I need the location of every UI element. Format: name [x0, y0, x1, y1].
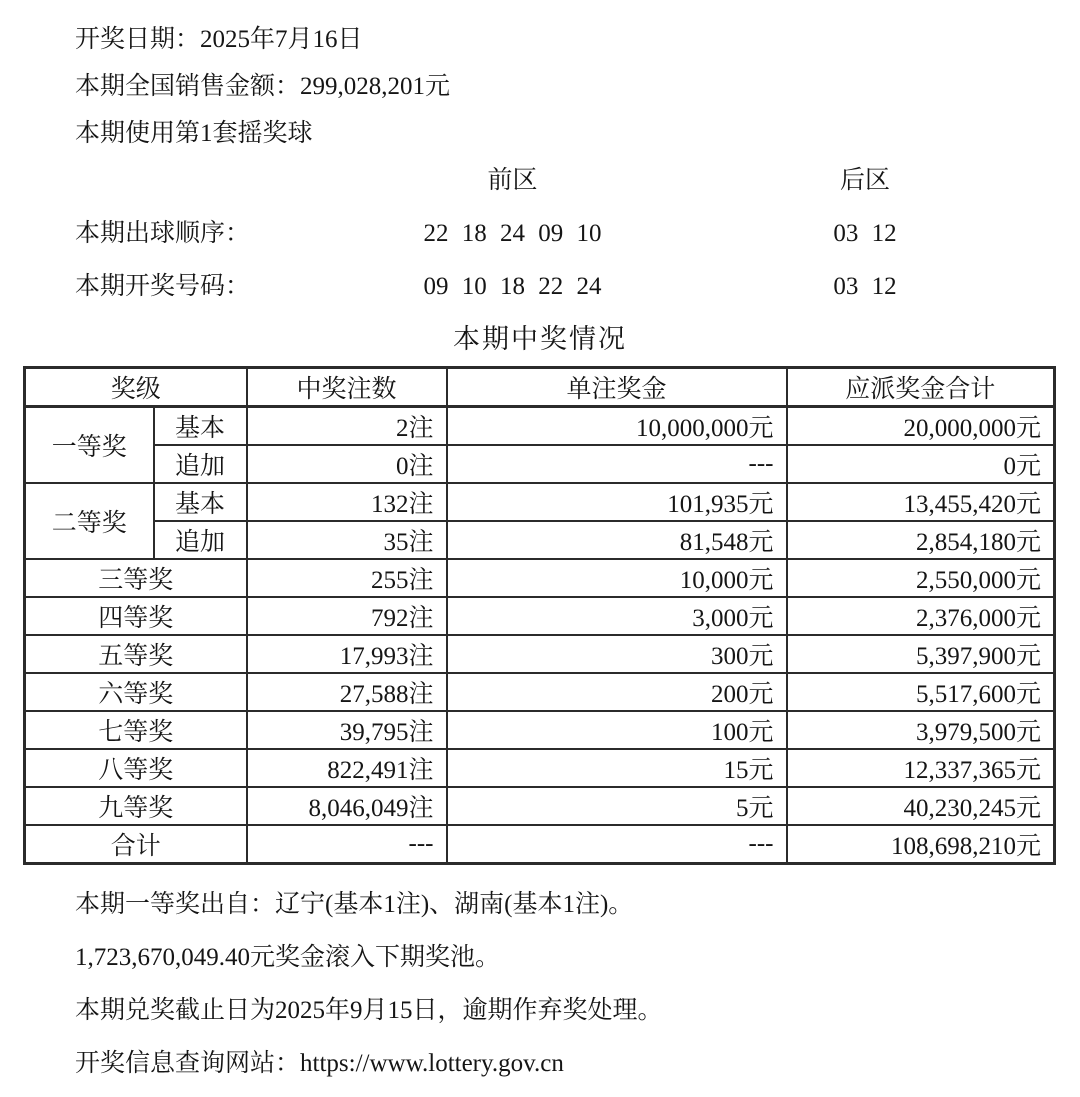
tier-cell: 二等奖 — [25, 483, 154, 559]
table-row — [25, 483, 1055, 521]
count-cell: 2注 — [247, 407, 447, 446]
total-cell: 40,230,245元 — [787, 787, 1055, 825]
sales-amount-line: 本期全国销售金额：299,028,201元 — [75, 73, 451, 100]
front-zone-label: 前区 — [487, 167, 538, 194]
total-cell: 2,376,000元 — [787, 597, 1055, 635]
tier-cell: 合计 — [25, 825, 247, 864]
prize-table-title: 本期中奖情况 — [453, 324, 627, 354]
count-cell: --- — [247, 825, 447, 864]
winning-numbers-front: 09 10 18 22 24 — [423, 273, 602, 300]
prize-cell: 81,548元 — [447, 521, 787, 559]
tier-cell: 六等奖 — [25, 673, 247, 711]
tier-cell: 三等奖 — [25, 559, 247, 597]
draw-date-line: 开奖日期：2025年7月16日 — [75, 26, 363, 53]
prize-table — [23, 366, 1056, 865]
count-cell: 8,046,049注 — [247, 787, 447, 825]
count-cell: 39,795注 — [247, 711, 447, 749]
subtype-cell: 基本 — [154, 483, 247, 521]
prize-cell: 300元 — [447, 635, 787, 673]
table-row — [25, 521, 1055, 559]
count-cell: 255注 — [247, 559, 447, 597]
winning-numbers-label: 本期开奖号码： — [75, 273, 251, 300]
zones-section — [75, 168, 1060, 300]
total-cell: 20,000,000元 — [787, 407, 1055, 446]
table-row — [25, 787, 1055, 825]
subtype-cell: 基本 — [154, 407, 247, 446]
zones-spacer — [75, 168, 355, 194]
ball-order-front-numbers: 22 18 24 09 10 — [423, 220, 602, 247]
prize-cell: 15元 — [447, 749, 787, 787]
total-cell: 12,337,365元 — [787, 749, 1055, 787]
count-cell: 132注 — [247, 483, 447, 521]
total-cell: 3,979,500元 — [787, 711, 1055, 749]
total-cell: 108,698,210元 — [787, 825, 1055, 864]
col-header-total: 应派奖金合计 — [787, 368, 1055, 407]
back-zone-label: 后区 — [839, 167, 890, 194]
count-cell: 0注 — [247, 445, 447, 483]
count-cell: 822,491注 — [247, 749, 447, 787]
count-cell: 17,993注 — [247, 635, 447, 673]
rollover-line: 1,723,670,049.40元奖金滚入下期奖池。 — [75, 944, 501, 971]
tier-cell: 一等奖 — [25, 407, 154, 484]
count-cell: 27,588注 — [247, 673, 447, 711]
tier-cell: 四等奖 — [25, 597, 247, 635]
table-row — [25, 407, 1055, 446]
website-line: 开奖信息查询网站：https://www.lottery.gov.cn — [75, 1050, 564, 1077]
prize-cell: 10,000元 — [447, 559, 787, 597]
total-cell: 2,854,180元 — [787, 521, 1055, 559]
ball-order-back-numbers: 03 12 — [833, 220, 897, 247]
table-row — [25, 635, 1055, 673]
ball-order-label: 本期出球顺序： — [75, 220, 251, 247]
total-cell: 2,550,000元 — [787, 559, 1055, 597]
table-row — [25, 445, 1055, 483]
total-cell: 5,517,600元 — [787, 673, 1055, 711]
col-header-count: 中奖注数 — [247, 368, 447, 407]
total-cell: 13,455,420元 — [787, 483, 1055, 521]
table-row — [25, 673, 1055, 711]
table-row — [25, 749, 1055, 787]
prize-cell: 100元 — [447, 711, 787, 749]
first-prize-provinces-line: 本期一等奖出自：辽宁(基本1注)、湖南(基本1注)。 — [75, 891, 634, 918]
prize-cell: 101,935元 — [447, 483, 787, 521]
table-row — [25, 711, 1055, 749]
table-row-total — [25, 825, 1055, 864]
subtype-cell: 追加 — [154, 521, 247, 559]
count-cell: 35注 — [247, 521, 447, 559]
ball-set-line: 本期使用第1套摇奖球 — [75, 120, 313, 147]
tier-cell: 九等奖 — [25, 787, 247, 825]
count-cell: 792注 — [247, 597, 447, 635]
prize-cell: 5元 — [447, 787, 787, 825]
prize-cell: 3,000元 — [447, 597, 787, 635]
winning-numbers-back: 03 12 — [833, 273, 897, 300]
table-row — [25, 559, 1055, 597]
table-header-row — [25, 368, 1055, 407]
redeem-deadline-line: 本期兑奖截止日为2025年9月15日，逾期作弃奖处理。 — [75, 997, 663, 1024]
total-cell: 5,397,900元 — [787, 635, 1055, 673]
subtype-cell: 追加 — [154, 445, 247, 483]
prize-cell: --- — [447, 445, 787, 483]
table-row — [25, 597, 1055, 635]
prize-cell: 10,000,000元 — [447, 407, 787, 446]
col-header-prize: 单注奖金 — [447, 368, 787, 407]
tier-cell: 八等奖 — [25, 749, 247, 787]
prize-cell: --- — [447, 825, 787, 864]
col-header-tier: 奖级 — [25, 368, 247, 407]
tier-cell: 七等奖 — [25, 711, 247, 749]
prize-cell: 200元 — [447, 673, 787, 711]
total-cell: 0元 — [787, 445, 1055, 483]
tier-cell: 五等奖 — [25, 635, 247, 673]
